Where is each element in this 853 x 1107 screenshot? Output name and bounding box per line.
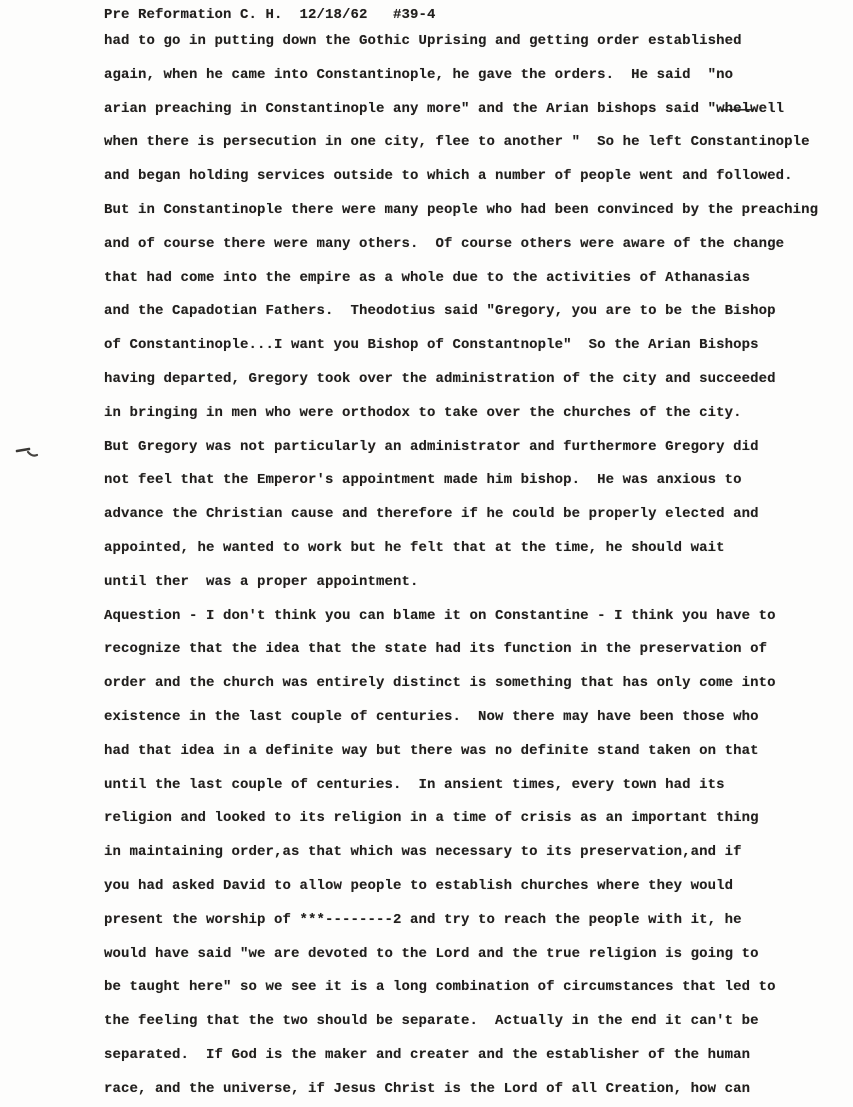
text-line: when there is persecution in one city, flee to another " So he left Constantinople: [104, 134, 810, 151]
text-line: and the Capadotian Fathers. Theodotius said "Gregory, you are to be the Bishop: [104, 303, 776, 320]
text-line: that had come into the empire as a whole due to the activities of Athanasias: [104, 269, 751, 286]
text-line: in maintaining order,as that which was necessary to its preservation,and if: [104, 844, 742, 861]
margin-pen-mark: [14, 443, 48, 463]
text-line: not feel that the Emperor's appointment made him bishop. He was anxious to: [104, 472, 742, 489]
text-line: until ther was a proper appointment.: [104, 573, 419, 590]
text-line: advance the Christian cause and therefore if he could be properly elected and: [104, 506, 759, 523]
text-line: would have said "we are devoted to the Lord and the true religion is going to: [104, 945, 759, 962]
text-line: present the worship of ***--------2 and try to reach the people with it, he: [104, 911, 742, 928]
text-line: order and the church was entirely distinct is something that has only come into: [104, 675, 776, 692]
text-line: But Gregory was not particularly an administrator and furthermore Gregory did: [104, 438, 759, 455]
text-line: of Constantinople...I want you Bishop of Constantnople" So the Arian Bishops: [104, 337, 759, 354]
text-line: you had asked David to allow people to establish churches where they would: [104, 877, 734, 894]
text-line: and began holding services outside to which a number of people went and followed.: [104, 168, 793, 185]
document-body: [104, 25, 844, 1107]
text-line: had that idea in a definite way but there was no definite stand taken on that: [104, 742, 759, 759]
text-line: again, when he came into Constantinople, he gave the orders. He said "no: [104, 66, 734, 83]
text-line: Aquestion - I don't think you can blame it on Constantine - I think you have to: [104, 607, 776, 624]
text-line: having departed, Gregory took over the administration of the city and succeeded: [104, 370, 776, 387]
text-line: in bringing in men who were orthodox to take over the churches of the city.: [104, 404, 742, 421]
text-line: the feeling that the two should be separate. Actually in the end it can't be: [104, 1013, 759, 1030]
text-line: religion and looked to its religion in a time of crisis as an important thing: [104, 810, 759, 827]
text-line: But in Constantinople there were many people who had been convinced by the preaching: [104, 201, 819, 218]
text-line: existence in the last couple of centuries. Now there may have been those who: [104, 708, 759, 725]
text-line: race, and the universe, if Jesus Christ is the Lord of all Creation, how can: [104, 1080, 751, 1097]
text-line: recognize that the idea that the state had its function in the preservation of: [104, 641, 768, 658]
text-line: until the last couple of centuries. In ansient times, every town had its: [104, 776, 725, 793]
text-line: arian preaching in Constantinople any more" and the Arian bishops said "w̶h̶e̶l̶well: [104, 100, 785, 117]
document-header: Pre Reformation C. H. 12/18/62 #39-4: [104, 7, 436, 23]
text-line: be taught here" so we see it is a long combination of circumstances that led to: [104, 979, 776, 996]
text-line: and of course there were many others. Of course others were aware of the change: [104, 235, 785, 252]
text-line: had to go in putting down the Gothic Uprising and getting order established: [104, 33, 742, 49]
text-line: separated. If God is the maker and creater and the establisher of the human: [104, 1046, 751, 1063]
text-line: appointed, he wanted to work but he felt that at the time, he should wait: [104, 539, 725, 556]
